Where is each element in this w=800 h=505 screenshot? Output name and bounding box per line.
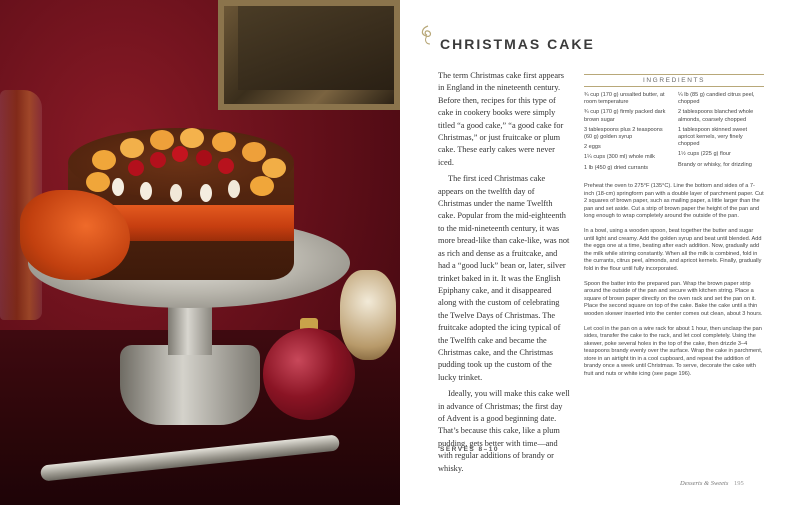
method-step: In a bowl, using a wooden spoon, beat together the butter and sugar until light and creamy. Add the golden syrup and beat until blended. Add the eggs one at a time, beating after each addition. Now, gradually add the milk while stirring constantly. When all the milk is combined, fold in the currants, citrus peel, almonds, and apricot kernels. Finally, gradually fold in the flour until fully incorporated. [584, 227, 762, 272]
method-step: Spoon the batter into the prepared pan. Wrap the brown paper strip around the outside of the pan and secure with kitchen string. Place a square of brown paper directly on the oven rack and set the pan on it. Place the second square on top of the cake. Bake the cake until a thin wooden skewer inserted into the center comes out clean, about 3 hours. [584, 280, 763, 317]
page-number: 195 [734, 480, 744, 487]
method-step: Preheat the oven to 275°F (135°C). Line the bottom and sides of a 7-inch (18-cm) springform pan with a double layer of parchment paper. Cut 2 squares of brown paper, such as mailing paper, a little larger than the pan and set aside. Cut a strip of brown paper the height of the pan and long enough to wrap completely around the outside of the pan. [584, 183, 764, 220]
cherry-decoration [196, 150, 212, 166]
picture-frame [218, 0, 400, 110]
ingredient-item: 2 eggs [584, 144, 601, 151]
ingredient-item: 2 tablespoons blanched whole almonds, coarsely chopped [678, 109, 754, 123]
recipe-title: CHRISTMAS CAKE [440, 36, 595, 52]
ingredients-right-column [678, 92, 764, 175]
intro-paragraph: Ideally, you will make this cake well in advance of Christmas; the first day of Advent is a good beginning date. That’s because this cake, like a plum pudding, gets better with time—and with regular additions of brandy or whisky. [438, 389, 570, 473]
ingredient-item: ¾ cup (170 g) unsalted butter, at room temperature [584, 92, 665, 106]
ingredient-item: 3 tablespoons plus 2 teaspoons (60 g) golden syrup [584, 126, 663, 141]
method-step: Let cool in the pan on a wire rack for about 1 hour, then unclasp the pan sides, transfer the cake to the rack, and let cool completely. Using the skewer, poke several holes in the top of the cake, then drizzle 3–4 teaspoons brandy evenly over the surface. Wrap the cake in parchment, store in an airtight tin in a cool cupboard, and repeat the addition of brandy once a week until Christmas. To serve, decorate the cake with fruit and nuts or white icing (see page 196). [584, 325, 763, 378]
apricot-decoration [262, 158, 286, 178]
ingredient-item: 1½ cups (225 g) flour [678, 151, 731, 158]
apricot-decoration [250, 176, 274, 196]
page-footer [680, 480, 744, 487]
ingredient-item: Brandy or whisky, for drizzling [678, 161, 752, 168]
apricot-decoration [212, 132, 236, 152]
apricot-decoration [120, 138, 144, 158]
cherry-decoration [128, 160, 144, 176]
apricot-decoration [242, 142, 266, 162]
cake-stand-base [120, 345, 260, 425]
apricot-decoration [180, 128, 204, 148]
cherry-decoration [150, 152, 166, 168]
ingredients-left-column [584, 92, 670, 175]
ingredient-item: 1 lb (450 g) dried currants [584, 164, 649, 171]
almond-decoration [140, 182, 152, 200]
apricot-decoration [92, 150, 116, 170]
almond-decoration [228, 180, 240, 198]
intro-paragraph: The term Christmas cake first appears in England in the nineteenth century. Before then, recipes for this type of cake in cookery books were simply titled “a good cake,” “a good cake for Christmas,” or just fruitcake or plum cake. These early cakes were never iced. [438, 71, 565, 167]
section-name: Desserts & Sweets [680, 480, 729, 487]
flourish-icon [418, 24, 438, 46]
intro-paragraph: The first iced Christmas cake appears on the twelfth day of Christmas under the name Twelfth cake. Popular from the mid-eighteenth to the mid-nineteenth century, it was more bread-like than cake-like, was not as rich and dense as a fruitcake, and had a “good luck” bean or, later, silver trinket baked in it. It was the English Epiphany cake, and it disappeared along with the custom of celebrating the Twelve Days of Christmas. The fruitcake adopted the icing typical of the Twelfth cake and became the Christmas cake, and the Christmas pudding took up the custom of the lucky trinket. [438, 174, 570, 382]
almond-decoration [200, 184, 212, 202]
cherry-decoration [172, 146, 188, 162]
ingredient-item: ¾ cup (170 g) firmly packed dark brown sugar [584, 109, 666, 123]
apricot-decoration [86, 172, 110, 192]
method-text [584, 183, 764, 386]
ingredient-item: 1¼ cups (300 ml) whole milk [584, 154, 655, 161]
christmas-bauble [263, 328, 355, 420]
almond-decoration [112, 178, 124, 196]
ingredient-item: ¼ lb (85 g) candied citrus peel, chopped [678, 92, 755, 106]
ingredients-heading: INGREDIENTS [584, 74, 764, 87]
apricot-decoration [150, 130, 174, 150]
cherry-decoration [218, 158, 234, 174]
owl-ornament [340, 270, 396, 360]
ingredient-item: 1 tablespoon skinned sweet apricot kernels, very finely chopped [678, 126, 748, 148]
serves-label: SERVES 8–10 [440, 446, 500, 453]
ingredients-box [584, 74, 764, 175]
almond-decoration [170, 184, 182, 202]
intro-text [438, 70, 570, 479]
